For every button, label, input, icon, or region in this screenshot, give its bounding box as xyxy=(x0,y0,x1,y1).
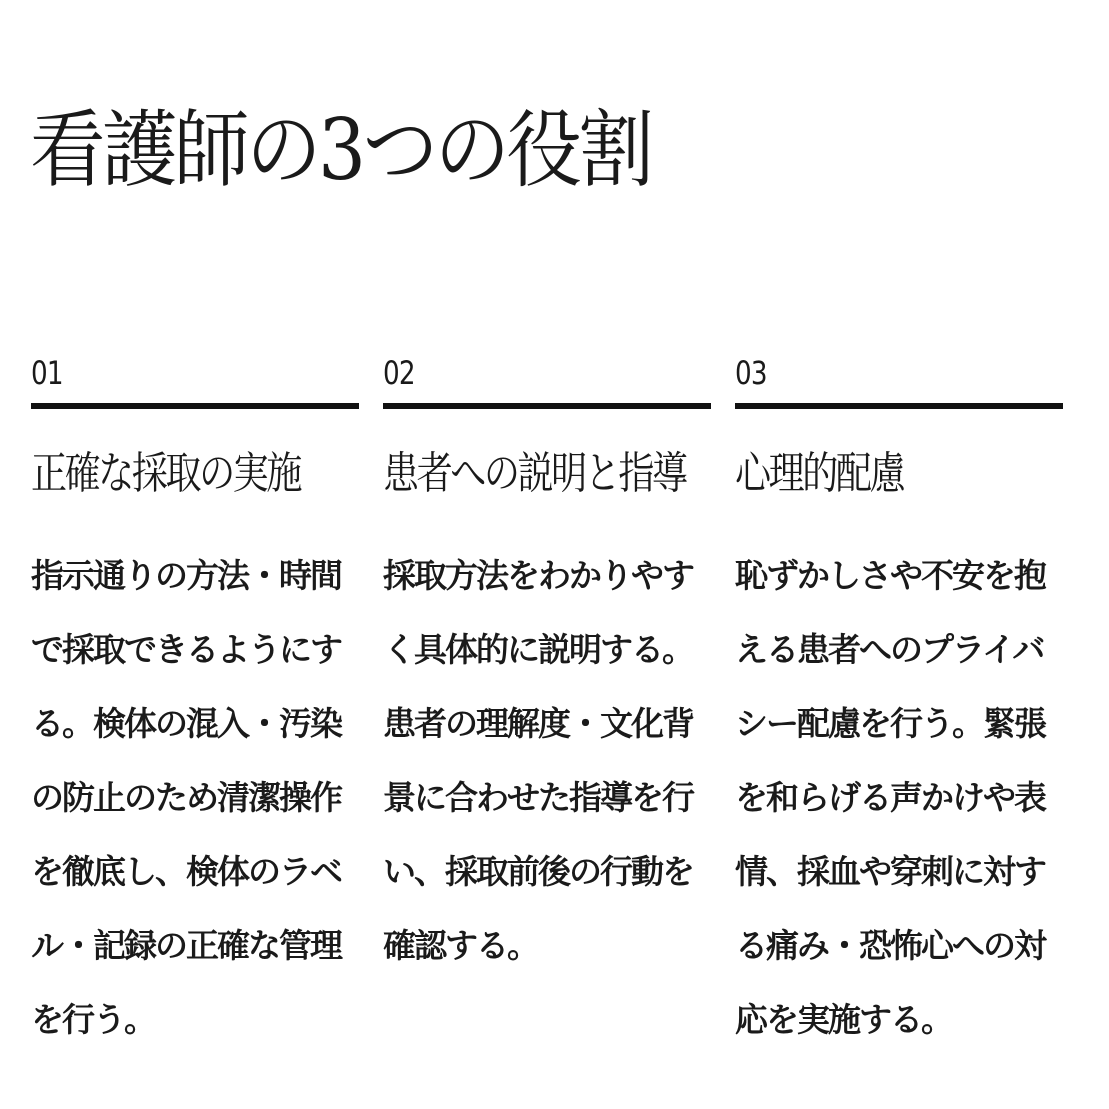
role-number: 02 xyxy=(383,354,415,392)
page-title: 看護師の3つの役割 xyxy=(30,101,651,199)
role-column-2 xyxy=(383,350,711,1090)
role-heading: 心理的配慮 xyxy=(735,448,904,499)
role-heading: 正確な採取の実施 xyxy=(31,448,300,499)
role-number: 01 xyxy=(31,354,63,392)
role-heading: 患者への説明と指導 xyxy=(383,448,686,499)
role-number: 03 xyxy=(735,354,767,392)
roles-columns xyxy=(31,350,1063,1090)
role-description: 指示通りの方法・時間で採取できるようにする。検体の混入・汚染の防止のため清潔操作を徹底し、検体のラベル・記録の正確な管理を行う。 xyxy=(31,556,341,1039)
divider-rule xyxy=(31,403,359,409)
role-column-3 xyxy=(735,350,1063,1090)
role-column-1 xyxy=(31,350,359,1090)
role-description: 採取方法をわかりやすく具体的に説明する。患者の理解度・文化背景に合わせた指導を行い、採取前後の行動を確認する。 xyxy=(383,556,693,965)
divider-rule xyxy=(735,403,1063,409)
divider-rule xyxy=(383,403,711,409)
role-description: 恥ずかしさや不安を抱える患者へのプライバシー配慮を行う。緊張を和らげる声かけや表情、採血や穿刺に対する痛み・恐怖心への対応を実施する。 xyxy=(735,556,1045,1039)
